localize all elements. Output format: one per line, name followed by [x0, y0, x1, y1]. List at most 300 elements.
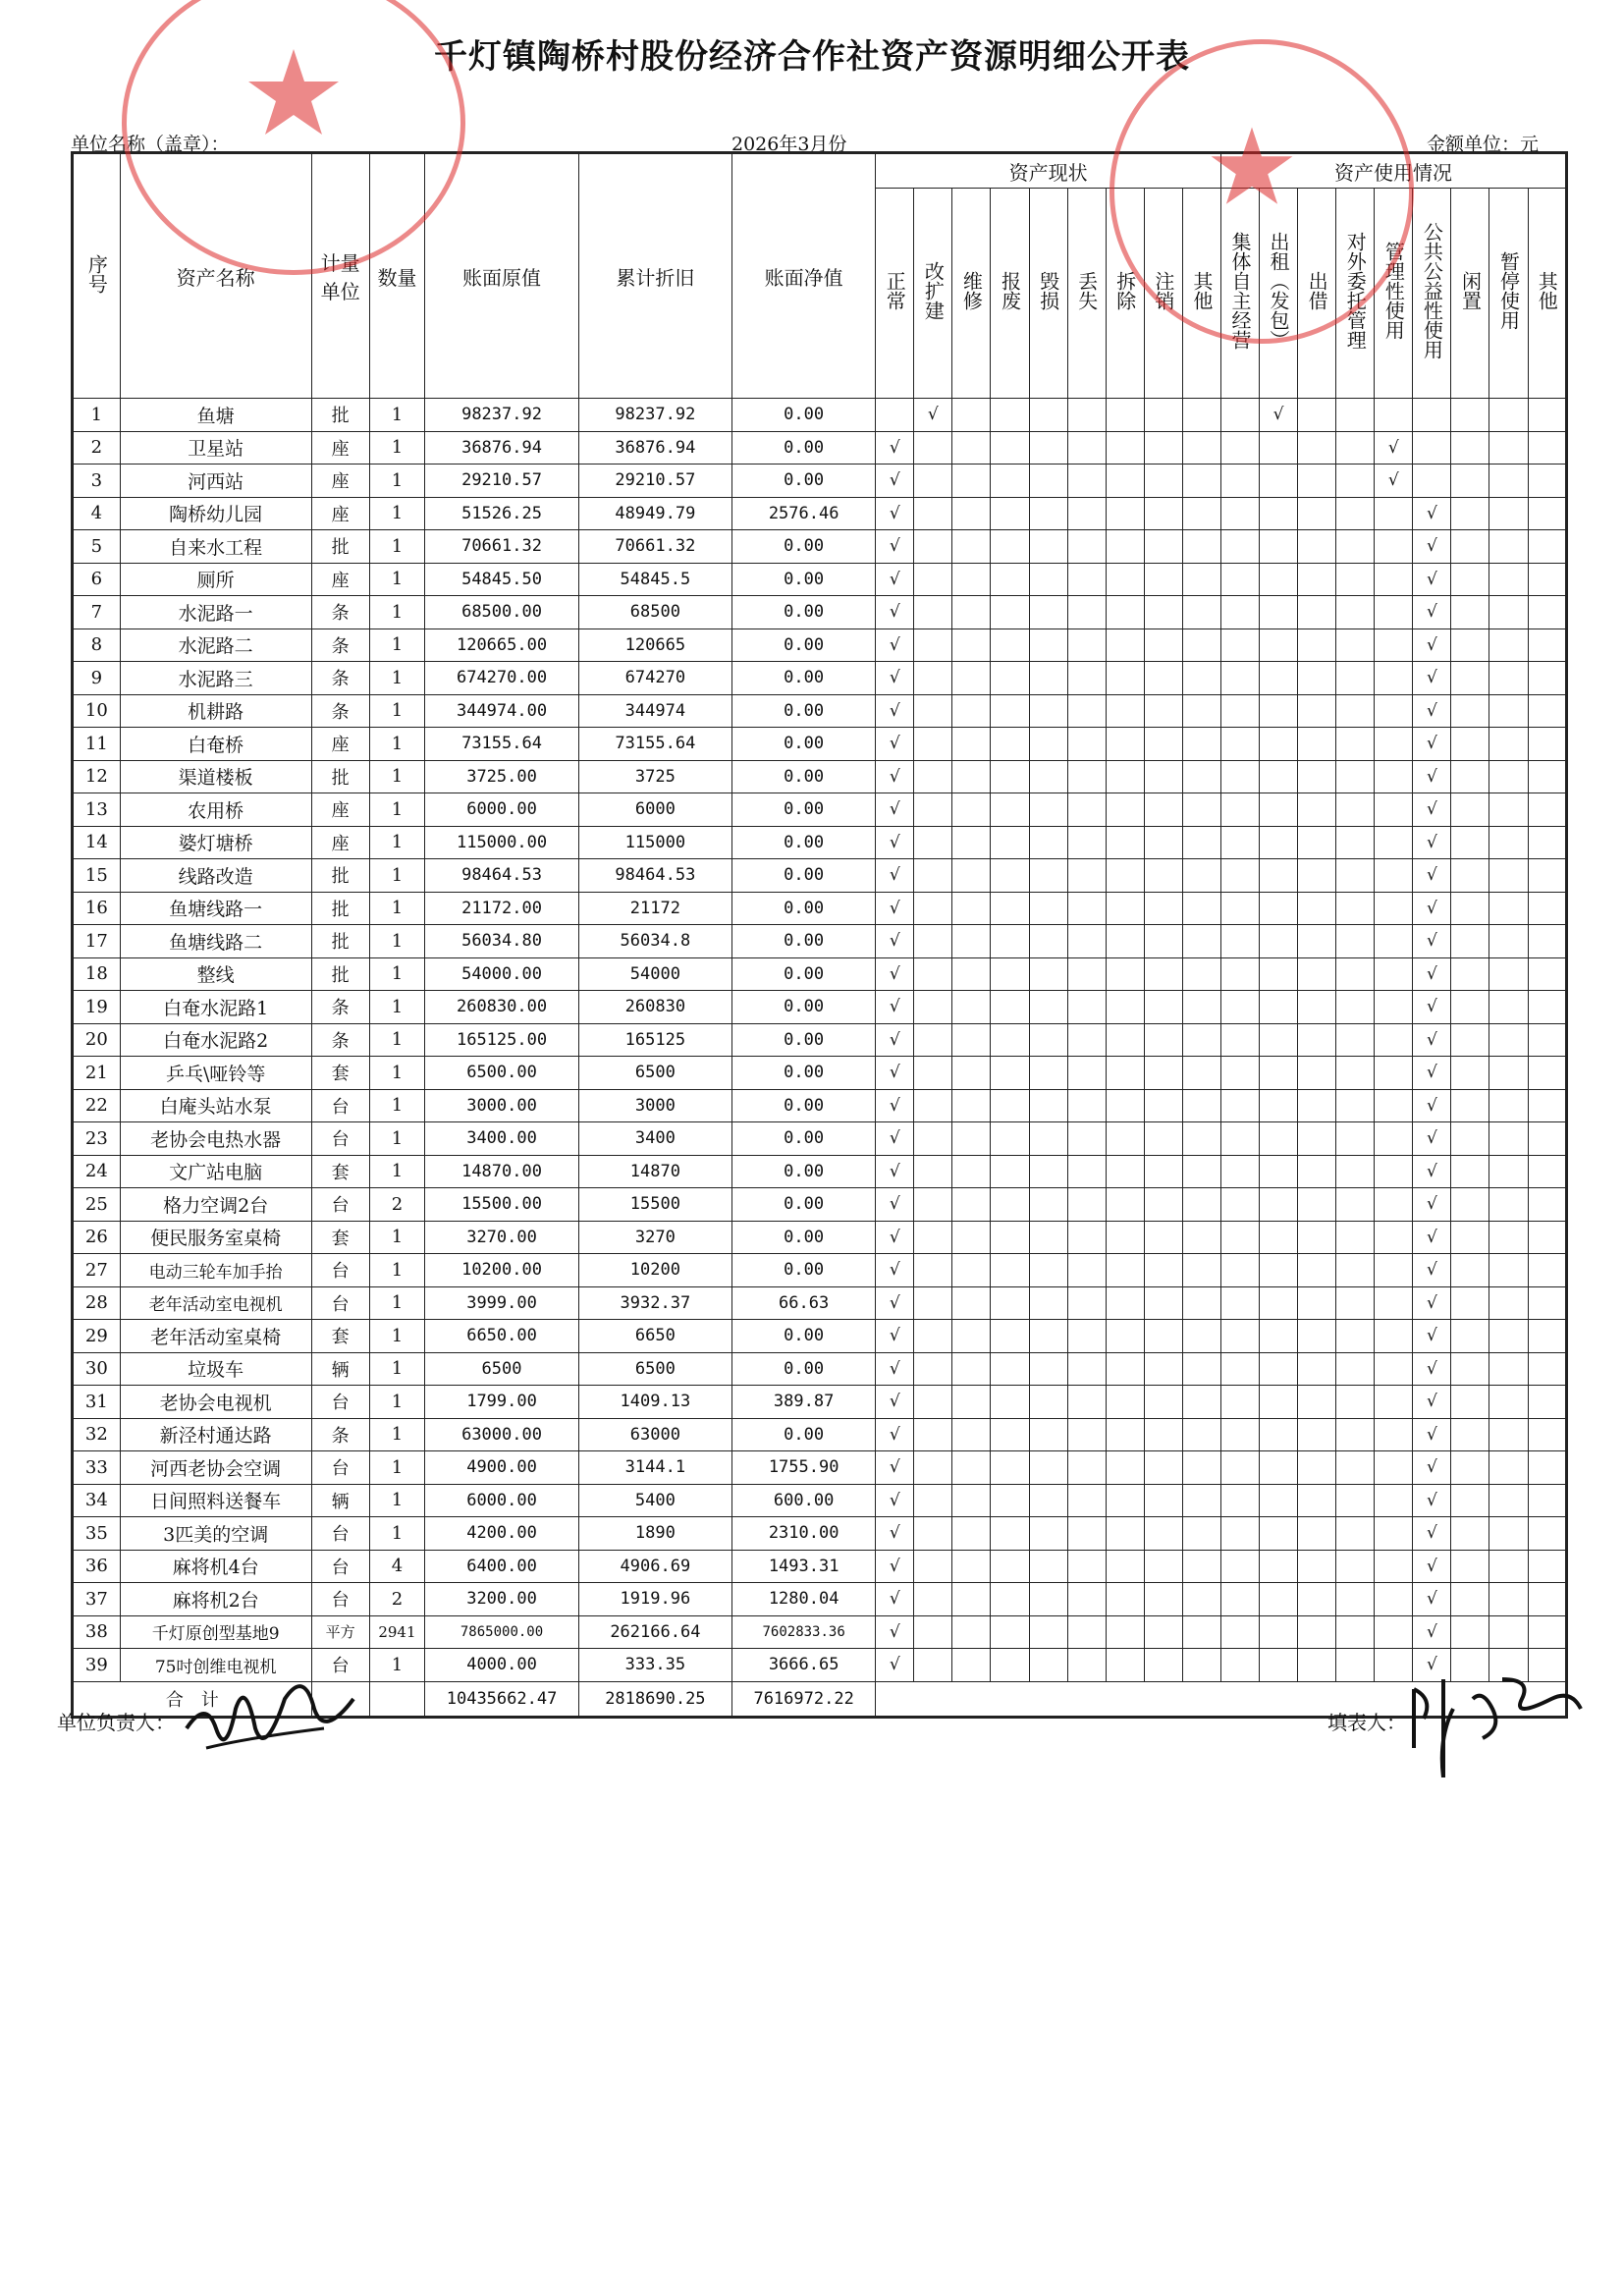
cell-depreciation: 674270 — [578, 662, 731, 695]
usage-cell: √ — [1413, 1517, 1451, 1551]
status-cell — [1144, 1023, 1182, 1057]
cell-qty: 1 — [369, 431, 425, 465]
status-cell — [1182, 826, 1220, 859]
cell-original: 3999.00 — [425, 1286, 578, 1320]
cell-unit: 批 — [311, 859, 369, 893]
usage-cell — [1489, 793, 1528, 827]
status-cell: √ — [876, 1386, 914, 1419]
status-cell — [1067, 957, 1106, 991]
status-cell — [991, 1550, 1029, 1583]
status-cell: √ — [876, 563, 914, 596]
cell-name: 老年活动室电视机 — [120, 1286, 311, 1320]
cell-seq: 4 — [73, 497, 121, 530]
usage-cell — [1451, 1451, 1489, 1485]
cell-unit: 平方 — [311, 1615, 369, 1649]
status-cell — [1182, 1352, 1220, 1386]
cell-name: 厕所 — [120, 563, 311, 596]
cell-original: 4000.00 — [425, 1649, 578, 1682]
status-cell — [914, 991, 952, 1024]
usage-cell — [1260, 1254, 1298, 1287]
usage-cell: √ — [1413, 1386, 1451, 1419]
usage-cell — [1336, 596, 1375, 629]
cell-original: 68500.00 — [425, 596, 578, 629]
usage-cell — [1220, 563, 1259, 596]
usage-cell — [1451, 1254, 1489, 1287]
usage-cell — [1298, 1155, 1336, 1188]
cell-net: 1280.04 — [732, 1583, 876, 1616]
usage-cell — [1260, 1550, 1298, 1583]
cell-depreciation: 54000 — [578, 957, 731, 991]
usage-cell — [1528, 399, 1566, 432]
status-cell — [952, 596, 991, 629]
usage-cell — [1260, 728, 1298, 761]
status-cell: √ — [876, 662, 914, 695]
status-cell — [1182, 497, 1220, 530]
usage-cell — [1528, 1583, 1566, 1616]
usage-cell — [1336, 465, 1375, 498]
cell-qty: 1 — [369, 1386, 425, 1419]
cell-name: 鱼塘线路一 — [120, 892, 311, 925]
usage-cell: √ — [1413, 1089, 1451, 1122]
status-cell — [991, 892, 1029, 925]
status-cell — [1144, 662, 1182, 695]
usage-cell — [1528, 1122, 1566, 1156]
usage-cell — [1298, 1188, 1336, 1222]
usage-cell — [1489, 1188, 1528, 1222]
status-cell: √ — [876, 1615, 914, 1649]
status-cell — [1106, 1188, 1144, 1222]
cell-net: 0.00 — [732, 826, 876, 859]
cell-name: 陶桥幼儿园 — [120, 497, 311, 530]
cell-original: 1799.00 — [425, 1386, 578, 1419]
report-period: 2026年3月份 — [731, 134, 847, 155]
status-cell — [1029, 629, 1067, 662]
cell-name: 白庵头站水泵 — [120, 1089, 311, 1122]
status-cell — [1106, 1386, 1144, 1419]
status-cell — [1029, 1418, 1067, 1451]
cell-original: 165125.00 — [425, 1023, 578, 1057]
cell-qty: 2 — [369, 1583, 425, 1616]
usage-cell — [1451, 1583, 1489, 1616]
usage-cell — [1298, 563, 1336, 596]
usage-cell — [1451, 1122, 1489, 1156]
status-cell — [1144, 1550, 1182, 1583]
status-cell — [1144, 1386, 1182, 1419]
usage-cell — [1260, 497, 1298, 530]
cell-net: 0.00 — [732, 760, 876, 793]
usage-cell — [1489, 859, 1528, 893]
usage-cell: √ — [1413, 793, 1451, 827]
usage-cell — [1298, 1418, 1336, 1451]
cell-original: 29210.57 — [425, 465, 578, 498]
usage-cell — [1489, 694, 1528, 728]
table-row — [73, 1352, 1567, 1386]
status-cell — [1067, 1615, 1106, 1649]
filler-signature — [1404, 1660, 1600, 1777]
usage-cell — [1298, 1057, 1336, 1090]
status-cell — [1106, 1023, 1144, 1057]
usage-cell — [1260, 1484, 1298, 1517]
usage-cell — [1220, 1451, 1259, 1485]
usage-cell — [1528, 925, 1566, 958]
usage-cell — [1375, 530, 1413, 564]
cell-net: 0.00 — [732, 991, 876, 1024]
status-cell — [914, 1352, 952, 1386]
status-cell — [1106, 1484, 1144, 1517]
status-col-3: 报废 — [991, 189, 1029, 399]
usage-cell — [1489, 1517, 1528, 1551]
usage-cell — [1260, 563, 1298, 596]
usage-cell — [1298, 826, 1336, 859]
cell-depreciation: 98464.53 — [578, 859, 731, 893]
status-cell — [1144, 1089, 1182, 1122]
table-row — [73, 1023, 1567, 1057]
usage-cell — [1375, 1451, 1413, 1485]
cell-depreciation: 4906.69 — [578, 1550, 731, 1583]
status-cell: √ — [876, 760, 914, 793]
cell-depreciation: 6650 — [578, 1320, 731, 1353]
usage-cell — [1260, 1155, 1298, 1188]
cell-original: 260830.00 — [425, 991, 578, 1024]
usage-cell — [1298, 1583, 1336, 1616]
usage-cell — [1451, 1089, 1489, 1122]
cell-depreciation: 73155.64 — [578, 728, 731, 761]
status-cell — [952, 826, 991, 859]
usage-cell — [1336, 859, 1375, 893]
status-cell — [991, 1057, 1029, 1090]
status-cell — [1029, 991, 1067, 1024]
status-cell — [1067, 530, 1106, 564]
cell-net: 0.00 — [732, 1188, 876, 1222]
cell-seq: 9 — [73, 662, 121, 695]
table-row — [73, 694, 1567, 728]
cell-qty: 1 — [369, 728, 425, 761]
table-row — [73, 1418, 1567, 1451]
status-cell — [991, 1221, 1029, 1254]
cell-qty: 1 — [369, 1517, 425, 1551]
usage-group-header: 资产使用情况 — [1220, 153, 1566, 189]
cell-seq: 24 — [73, 1155, 121, 1188]
cell-net: 0.00 — [732, 530, 876, 564]
usage-cell — [1220, 694, 1259, 728]
status-cell — [1029, 1649, 1067, 1682]
status-cell — [952, 662, 991, 695]
cell-unit: 台 — [311, 1286, 369, 1320]
cell-depreciation: 3144.1 — [578, 1451, 731, 1485]
status-cell — [1029, 1550, 1067, 1583]
status-cell — [1182, 465, 1220, 498]
status-cell — [952, 1188, 991, 1222]
status-cell — [1144, 1155, 1182, 1188]
cell-qty: 1 — [369, 465, 425, 498]
usage-cell — [1298, 629, 1336, 662]
status-cell — [1029, 1583, 1067, 1616]
status-cell: √ — [876, 1023, 914, 1057]
table-row — [73, 826, 1567, 859]
status-cell — [952, 563, 991, 596]
status-cell: √ — [876, 1089, 914, 1122]
usage-cell — [1528, 1089, 1566, 1122]
status-cell — [1182, 530, 1220, 564]
usage-cell — [1220, 1649, 1259, 1682]
status-cell — [991, 1615, 1029, 1649]
status-cell — [1067, 1254, 1106, 1287]
status-cell — [1106, 826, 1144, 859]
cell-unit: 座 — [311, 826, 369, 859]
usage-cell — [1375, 629, 1413, 662]
status-cell — [1106, 1057, 1144, 1090]
cell-net: 0.00 — [732, 1221, 876, 1254]
cell-unit: 条 — [311, 991, 369, 1024]
cell-seq: 39 — [73, 1649, 121, 1682]
usage-cell — [1220, 991, 1259, 1024]
usage-cell — [1220, 399, 1259, 432]
status-cell — [1067, 826, 1106, 859]
usage-cell — [1298, 530, 1336, 564]
usage-cell — [1336, 399, 1375, 432]
status-cell — [1144, 826, 1182, 859]
usage-cell — [1336, 1254, 1375, 1287]
cell-qty: 1 — [369, 1649, 425, 1682]
usage-cell — [1451, 1221, 1489, 1254]
cell-qty: 1 — [369, 563, 425, 596]
usage-cell — [1528, 1320, 1566, 1353]
status-cell — [1182, 1386, 1220, 1419]
usage-cell — [1451, 1320, 1489, 1353]
status-cell — [1106, 1286, 1144, 1320]
cell-unit: 台 — [311, 1122, 369, 1156]
status-cell — [1106, 1451, 1144, 1485]
usage-cell — [1528, 563, 1566, 596]
status-cell — [1144, 465, 1182, 498]
table-row — [73, 892, 1567, 925]
cell-depreciation: 36876.94 — [578, 431, 731, 465]
total-original: 10435662.47 — [425, 1681, 578, 1717]
cell-seq: 18 — [73, 957, 121, 991]
cell-depreciation: 3270 — [578, 1221, 731, 1254]
status-cell — [1182, 957, 1220, 991]
usage-cell: √ — [1413, 1320, 1451, 1353]
status-cell — [991, 1386, 1029, 1419]
usage-cell — [1375, 596, 1413, 629]
cell-name: 卫星站 — [120, 431, 311, 465]
status-cell — [1182, 760, 1220, 793]
usage-cell — [1298, 596, 1336, 629]
status-cell — [991, 694, 1029, 728]
cell-net: 0.00 — [732, 1122, 876, 1156]
usage-cell — [1220, 465, 1259, 498]
usage-cell — [1336, 1615, 1375, 1649]
status-cell — [1029, 1023, 1067, 1057]
usage-cell — [1220, 1089, 1259, 1122]
status-cell — [914, 1451, 952, 1485]
usage-cell — [1375, 957, 1413, 991]
usage-cell — [1336, 662, 1375, 695]
status-cell: √ — [876, 1583, 914, 1616]
usage-cell — [1375, 563, 1413, 596]
usage-cell — [1451, 1352, 1489, 1386]
status-cell — [991, 1418, 1029, 1451]
status-cell: √ — [876, 892, 914, 925]
cell-depreciation: 70661.32 — [578, 530, 731, 564]
status-cell — [991, 1023, 1029, 1057]
status-cell: √ — [876, 991, 914, 1024]
status-cell — [952, 1352, 991, 1386]
usage-cell — [1375, 1057, 1413, 1090]
status-cell — [1106, 925, 1144, 958]
usage-cell — [1375, 662, 1413, 695]
cell-unit: 条 — [311, 1023, 369, 1057]
status-cell — [1182, 1649, 1220, 1682]
cell-net: 0.00 — [732, 662, 876, 695]
status-cell — [1029, 465, 1067, 498]
table-row — [73, 1221, 1567, 1254]
usage-cell — [1489, 925, 1528, 958]
table-row — [73, 465, 1567, 498]
status-cell — [991, 1188, 1029, 1222]
cell-seq: 25 — [73, 1188, 121, 1222]
cell-net: 0.00 — [732, 431, 876, 465]
usage-cell — [1413, 399, 1451, 432]
cell-qty: 1 — [369, 497, 425, 530]
usage-cell — [1489, 1320, 1528, 1353]
cell-seq: 17 — [73, 925, 121, 958]
cell-qty: 1 — [369, 1484, 425, 1517]
table-row — [73, 1550, 1567, 1583]
usage-cell — [1375, 859, 1413, 893]
status-cell — [952, 957, 991, 991]
col-header-name: 资产名称 — [120, 153, 311, 399]
usage-cell — [1336, 1451, 1375, 1485]
status-cell — [1182, 1320, 1220, 1353]
usage-cell — [1298, 1286, 1336, 1320]
status-cell: √ — [876, 596, 914, 629]
cell-original: 73155.64 — [425, 728, 578, 761]
status-cell — [1106, 728, 1144, 761]
status-cell — [1182, 694, 1220, 728]
cell-seq: 32 — [73, 1418, 121, 1451]
status-cell — [1144, 1254, 1182, 1287]
cell-depreciation: 1409.13 — [578, 1386, 731, 1419]
status-cell — [991, 826, 1029, 859]
usage-cell — [1375, 497, 1413, 530]
usage-cell: √ — [1413, 1550, 1451, 1583]
status-cell — [1144, 1649, 1182, 1682]
right-seal — [1110, 39, 1414, 344]
status-cell — [952, 1451, 991, 1485]
usage-cell — [1451, 596, 1489, 629]
table-row — [73, 1615, 1567, 1649]
cell-seq: 5 — [73, 530, 121, 564]
table-row — [73, 399, 1567, 432]
usage-cell — [1489, 1122, 1528, 1156]
status-cell — [952, 1517, 991, 1551]
cell-seq: 16 — [73, 892, 121, 925]
cell-depreciation: 3725 — [578, 760, 731, 793]
status-cell — [914, 1649, 952, 1682]
usage-cell — [1489, 826, 1528, 859]
usage-cell: √ — [1375, 431, 1413, 465]
status-cell: √ — [876, 1221, 914, 1254]
status-cell — [952, 629, 991, 662]
cell-name: 河西老协会空调 — [120, 1451, 311, 1485]
status-cell — [1106, 760, 1144, 793]
usage-cell — [1336, 925, 1375, 958]
usage-cell — [1336, 1386, 1375, 1419]
usage-cell — [1375, 760, 1413, 793]
status-cell: √ — [876, 1550, 914, 1583]
cell-seq: 30 — [73, 1352, 121, 1386]
usage-cell: √ — [1413, 925, 1451, 958]
cell-depreciation: 165125 — [578, 1023, 731, 1057]
status-cell — [914, 1320, 952, 1353]
usage-cell — [1528, 1484, 1566, 1517]
usage-cell — [1451, 1484, 1489, 1517]
usage-cell — [1298, 1122, 1336, 1156]
cell-original: 54845.50 — [425, 563, 578, 596]
usage-cell — [1220, 1221, 1259, 1254]
usage-cell — [1298, 465, 1336, 498]
cell-name: 鱼塘 — [120, 399, 311, 432]
usage-cell: √ — [1413, 563, 1451, 596]
cell-original: 6000.00 — [425, 793, 578, 827]
status-cell — [1182, 1254, 1220, 1287]
usage-cell — [1260, 1386, 1298, 1419]
table-row — [73, 1188, 1567, 1222]
usage-cell — [1220, 596, 1259, 629]
usage-cell: √ — [1413, 728, 1451, 761]
status-cell — [952, 1615, 991, 1649]
cell-depreciation: 63000 — [578, 1418, 731, 1451]
status-cell: √ — [876, 694, 914, 728]
status-cell — [952, 1649, 991, 1682]
status-cell — [952, 399, 991, 432]
cell-depreciation: 1919.96 — [578, 1583, 731, 1616]
cell-name: 3匹美的空调 — [120, 1517, 311, 1551]
cell-original: 14870.00 — [425, 1155, 578, 1188]
usage-cell — [1260, 1649, 1298, 1682]
status-cell — [1029, 1122, 1067, 1156]
status-cell — [1106, 431, 1144, 465]
cell-unit: 座 — [311, 497, 369, 530]
usage-cell — [1528, 1451, 1566, 1485]
status-cell — [1106, 629, 1144, 662]
status-cell — [1182, 1517, 1220, 1551]
status-cell — [991, 1254, 1029, 1287]
status-cell — [991, 629, 1029, 662]
usage-cell: √ — [1413, 596, 1451, 629]
cell-original: 4200.00 — [425, 1517, 578, 1551]
cell-name: 千灯原创型基地9 — [120, 1615, 311, 1649]
usage-cell — [1260, 957, 1298, 991]
usage-cell — [1375, 1550, 1413, 1583]
usage-cell — [1298, 399, 1336, 432]
usage-cell — [1260, 596, 1298, 629]
status-cell — [1144, 925, 1182, 958]
status-cell — [991, 1451, 1029, 1485]
status-cell — [914, 760, 952, 793]
usage-cell: √ — [1375, 465, 1413, 498]
cell-original: 3200.00 — [425, 1583, 578, 1616]
cell-original: 98464.53 — [425, 859, 578, 893]
status-cell — [1182, 991, 1220, 1024]
status-cell — [1106, 892, 1144, 925]
status-cell — [914, 957, 952, 991]
cell-qty: 1 — [369, 629, 425, 662]
usage-cell — [1451, 1023, 1489, 1057]
status-cell — [1182, 1089, 1220, 1122]
status-cell — [1029, 1254, 1067, 1287]
